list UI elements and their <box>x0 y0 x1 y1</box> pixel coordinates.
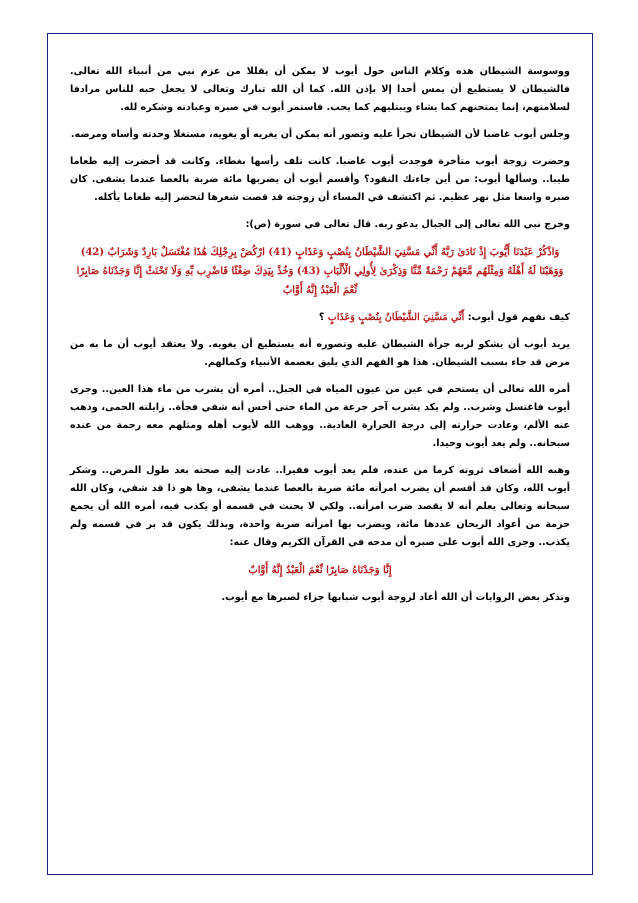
paragraph-8: وتذكر بعض الروايات أن الله أعاد لزوجة أيوب شبابها جزاء لصبرها مع أيوب. <box>221 592 570 603</box>
quran-verses-sad-41-44: وَاذْكُرْ عَبْدَنَا أَيُّوبَ إِذْ نَادَىٰ رَبَّهُ أَنِّي مَسَّنِيَ الشَّيْطَانُ بِنُصْبٍ وَعَذَابٍ (41) ارْكُضْ بِرِجْلِكَ هَٰذَا مُغْتَسَلٌ بَارِدٌ وَشَرَابٌ (42) وَوَهَبْنَا لَهُ أَهْلَهُ وَمِثْلَهُم مَّعَهُمْ رَحْمَةً مِّنَّا وَذِكْرَىٰ لِأُولِي الْأَلْبَابِ (43) وَخُذْ بِيَدِكَ ضِغْثًا فَاضْرِب بِّهِ وَلَا تَحْنَثْ إِنَّا وَجَدْنَاهُ صَابِرًا نِّعْمَ الْعَبْدُ إِنَّهُ أَوَّابٌ <box>76 247 564 296</box>
paragraph-1: ووسوسة الشيطان هذه وكلام الناس حول أيوب لا يمكن أن يقللا من عزم نبي من أنبياء الله تعالى. فالشيطان لا يستطيع أن يمس أحدا إلا بإذن الله. كما أن الله تبارك وتعالى لا يجعل حبه للناس مرادفا لسلامتهم، إنما يمتحنهم كما يشاء ويبتليهم كما يحب. فاستمر أيوب في صبره وعبادته وشكره لله. <box>70 66 570 113</box>
document-body <box>70 63 570 616</box>
paragraph-6: أمره الله تعالى أن يستحم في عين من عيون المياه في الجبل.. أمره أن يشرب من ماء هذا العين.. وجرى أيوب فاغتسل وشرب.. ولم يكد يشرب آخر جرعة من الماء حتى أحس أنه شفي فجأة.. زايلته الحمى، وذهب عنه الألم، وعادت حرارته إلى درجة الحرارة العادية.. ووهب الله لأيوب أهله ومثلهم معه رحمة من عنده سبحانه.. ولم يعد أيوب وحيدا. <box>70 384 570 449</box>
paragraph-3: وحضرت زوجة أيوب متأخرة فوجدت أيوب غاضبا. كانت تلف رأسها بغطاء. وكانت قد أحضرت إليه طعاما طيبا.. وسألها أيوب: من أين جاءتك النقود؟ وأقسم أيوب أن يضربها مائة ضربة بالعصا عندما يشفى. كان صبره واسعا مثل نهر عظيم. ثم اكتشف في المساء أن زوجته قد قصت شعرها لتحضر إليه طعاما يأكله. <box>70 156 570 203</box>
question-prefix: كيف نفهم قول أيوب: <box>467 312 570 323</box>
paragraph-2: وجلس أيوب غاضبا لأن الشيطان تجرأ عليه وتصور أنه يمكن أن يغريه أو يغويه، مستغلا وحدته وأساه ومرضه. <box>70 129 570 140</box>
paragraph-4: وخرج نبي الله تعالى إلى الجبال يدعو ربه. قال تعالى في سورة (ص): <box>245 219 570 230</box>
paragraph-7: وهبه الله أضعاف ثروته كرما من عنده، فلم يعد أيوب فقيرا.. عادت إليه صحته بعد طول المرض.. وشكر أيوب الله، وكان قد أقسم أن يضرب امرأته مائة ضربة بالعصا عندما يشفى، وها هو ذا قد شفي، وكان الله سبحانه وتعالى يعلم أنه لا يقصد ضرب امرأته.. ولكي لا يحنث في قسمه أو يكذب فيه، أمره الله أن يجمع حزمة من أعواد الريحان عددها مائة، ويضرب بها امرأته ضربة واحدة، وبذلك يكون قد بر في قسمه ولم يكذب.. وجزى الله أيوب على صبره أن مدحه في القرآن الكريم وقال عنه: <box>70 465 570 548</box>
question-ayah: أَنِّي مَسَّنِيَ الشَّيْطَانُ بِنُصْبٍ وَعَذَابٍ <box>327 312 465 323</box>
question-line <box>70 309 570 327</box>
quran-verse-praise: إِنَّا وَجَدْنَاهُ صَابِرًا نِّعْمَ الْعَبْدُ إِنَّهُ أَوَّابٌ <box>248 565 392 576</box>
paragraph-5: يريد أيوب أن يشكو لربه جرأة الشيطان عليه وتصوره أنه يستطيع أن يغويه. ولا يعتقد أيوب أن ما به من مرض قد جاء بسبب الشيطان. هذا هو الفهم الذي يليق بعصمة الأنبياء وكمالهم. <box>70 339 570 368</box>
question-mark: ؟ <box>318 312 325 323</box>
